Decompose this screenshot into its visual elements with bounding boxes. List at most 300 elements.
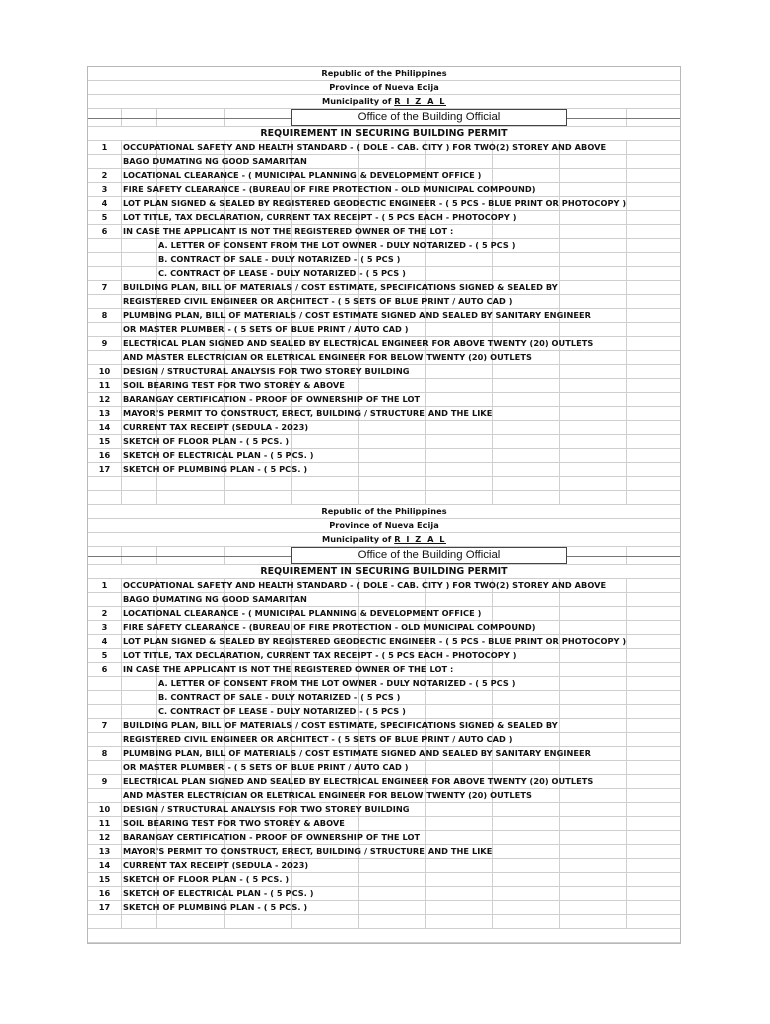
grid-line [626,677,627,690]
requirement-text: OR MASTER PLUMBER - ( 5 SETS OF BLUE PRINT / AUTO CAD ) [123,324,409,334]
requirement-text: DESIGN / STRUCTURAL ANALYSIS FOR TWO STOREY BUILDING [123,366,410,376]
requirement-text: PLUMBING PLAN, BILL OF MATERIALS / COST ESTIMATE SIGNED AND SEALED BY SANITARY ENGINEER [123,748,591,758]
grid-line [425,393,426,406]
requirement-number: 17 [98,902,111,912]
grid-line [425,491,426,504]
requirement-number: 11 [98,380,111,390]
grid-line [425,761,426,774]
requirement-number: 9 [101,338,108,348]
requirement-row [88,435,680,449]
requirement-number [88,267,121,280]
form-title-row [88,127,680,141]
grid-line [626,337,627,350]
requirement-text: SKETCH OF PLUMBING PLAN - ( 5 PCS. ) [123,902,308,912]
grid-line [559,733,560,746]
requirement-row [88,593,680,607]
grid-line [425,817,426,830]
requirement-row [88,803,680,817]
grid-line [626,267,627,280]
grid-line [425,253,426,266]
requirement-row [88,323,680,337]
requirement-text: B. CONTRACT OF SALE - DULY NOTARIZED - ( 5 PCS ) [158,254,401,264]
grid-line [156,253,157,266]
grid-line [626,281,627,294]
requirement-number [88,705,121,718]
grid-line [559,351,560,364]
grid-line [358,593,359,606]
grid-line [492,267,493,280]
grid-line [121,435,122,448]
grid-line [492,463,493,476]
grid-line [559,169,560,182]
grid-line [121,407,122,420]
grid-line [121,593,122,606]
requirement-text: AND MASTER ELECTRICIAN OR ELETRICAL ENGINEER FOR BELOW TWENTY (20) OUTLETS [123,790,532,800]
requirement-text: BARANGAY CERTIFICATION - PROOF OF OWNERSHIP OF THE LOT [123,394,421,404]
grid-line [425,435,426,448]
requirement-number: 6 [101,226,108,236]
grid-line [626,607,627,620]
requirement-text: REGISTERED CIVIL ENGINEER OR ARCHITECT - ( 5 SETS OF BLUE PRINT / AUTO CAD ) [123,296,513,306]
grid-line [626,211,627,224]
requirement-text: AND MASTER ELECTRICIAN OR ELETRICAL ENGINEER FOR BELOW TWENTY (20) OUTLETS [123,352,532,362]
grid-line [559,491,560,504]
grid-line [626,789,627,802]
permit-form-copy-2 [88,505,680,943]
requirement-row [88,337,680,351]
grid-line [121,253,122,266]
requirement-row [88,677,680,691]
grid-line [626,845,627,858]
grid-line [156,705,157,718]
requirement-row [88,817,680,831]
grid-line [559,887,560,900]
grid-line [626,691,627,704]
grid-line [626,747,627,760]
requirement-number: 13 [98,408,111,418]
grid-line [559,267,560,280]
grid-line [425,379,426,392]
grid-line [121,281,122,294]
grid-line [559,323,560,336]
requirement-number [88,593,121,606]
requirement-number: 3 [101,622,108,632]
requirement-row [88,197,680,211]
requirement-row [88,267,680,281]
grid-line [559,649,560,662]
grid-line [626,421,627,434]
grid-line [626,379,627,392]
requirement-row [88,253,680,267]
grid-line [425,477,426,490]
requirement-number [88,761,121,774]
requirement-row [88,901,680,915]
grid-line [121,607,122,620]
requirement-row [88,393,680,407]
grid-line [358,915,359,928]
requirement-number: 13 [98,846,111,856]
republic-row [88,505,680,519]
grid-line [291,915,292,928]
form-title: REQUIREMENT IN SECURING BUILDING PERMIT [260,566,508,577]
requirement-number: 8 [101,310,108,320]
grid-line [626,323,627,336]
grid-line [358,817,359,830]
blank-row [88,491,680,505]
grid-line [121,365,122,378]
grid-line [121,677,122,690]
grid-line [121,817,122,830]
requirement-number: 5 [101,212,108,222]
grid-line [492,803,493,816]
requirement-row [88,281,680,295]
grid-line [358,155,359,168]
requirement-text: LOT TITLE, TAX DECLARATION, CURRENT TAX RECEIPT - ( 5 PCS EACH - PHOTOCOPY ) [123,212,517,222]
grid-line [121,141,122,154]
grid-line [559,407,560,420]
grid-line [224,915,225,928]
grid-line [626,239,627,252]
requirement-text: FIRE SAFETY CLEARANCE - (BUREAU OF FIRE PROTECTION - OLD MUNICIPAL COMPOUND) [123,622,536,632]
requirement-number [88,253,121,266]
grid-line [492,859,493,872]
grid-line [626,761,627,774]
grid-line [121,691,122,704]
requirement-row [88,705,680,719]
requirement-text: BUILDING PLAN, BILL OF MATERIALS / COST ESTIMATE, SPECIFICATIONS SIGNED & SEALED BY [123,720,558,730]
requirement-row [88,719,680,733]
grid-line [559,789,560,802]
grid-line [492,253,493,266]
grid-line [121,155,122,168]
grid-line [121,915,122,928]
grid-line [492,901,493,914]
grid-line [224,491,225,504]
requirement-row [88,775,680,789]
grid-line [559,607,560,620]
requirement-row [88,733,680,747]
grid-line [626,183,627,196]
blank-row [88,929,680,943]
grid-line [626,435,627,448]
grid-line [492,435,493,448]
grid-line [559,449,560,462]
grid-line [121,337,122,350]
grid-line [626,579,627,592]
requirement-text: A. LETTER OF CONSENT FROM THE LOT OWNER - DULY NOTARIZED - ( 5 PCS ) [158,240,516,250]
requirement-text: REGISTERED CIVIL ENGINEER OR ARCHITECT - ( 5 SETS OF BLUE PRINT / AUTO CAD ) [123,734,513,744]
grid-line [626,449,627,462]
requirement-row [88,463,680,477]
grid-line [121,379,122,392]
requirement-row [88,155,680,169]
grid-line [121,887,122,900]
grid-line [559,817,560,830]
grid-line [626,621,627,634]
requirement-row [88,169,680,183]
municipality-prefix: Municipality of [322,96,392,106]
requirement-row [88,379,680,393]
grid-line [492,691,493,704]
requirement-text: CURRENT TAX RECEIPT (SEDULA - 2023) [123,422,309,432]
grid-line [121,649,122,662]
grid-line [626,649,627,662]
grid-line [626,393,627,406]
requirement-row [88,295,680,309]
requirements-sheet [87,66,681,944]
requirement-row [88,887,680,901]
requirement-number [88,351,121,364]
requirement-number [88,677,121,690]
requirement-number: 10 [98,366,111,376]
requirement-text: FIRE SAFETY CLEARANCE - (BUREAU OF FIRE PROTECTION - OLD MUNICIPAL COMPOUND) [123,184,536,194]
grid-line [626,775,627,788]
requirement-number: 4 [101,198,108,208]
requirement-row [88,607,680,621]
requirement-number: 2 [101,170,108,180]
grid-line [559,211,560,224]
grid-line [626,719,627,732]
grid-line [626,733,627,746]
grid-line [492,365,493,378]
requirement-number: 15 [98,436,111,446]
grid-line [358,873,359,886]
grid-line [425,267,426,280]
grid-line [425,705,426,718]
grid-line [425,901,426,914]
grid-line [121,421,122,434]
grid-line [626,365,627,378]
grid-line [121,323,122,336]
grid-line [121,621,122,634]
municipality-row [88,95,680,109]
requirement-row [88,873,680,887]
grid-line [626,491,627,504]
requirement-number [88,323,121,336]
grid-line [559,155,560,168]
grid-line [626,407,627,420]
requirement-number: 9 [101,776,108,786]
grid-line [492,915,493,928]
blank-row [88,477,680,491]
grid-line [121,579,122,592]
requirement-number: 1 [101,580,108,590]
grid-line [559,901,560,914]
requirement-row [88,691,680,705]
grid-line [559,239,560,252]
grid-line [291,491,292,504]
grid-line [121,719,122,732]
grid-line [291,873,292,886]
requirement-number: 4 [101,636,108,646]
requirement-text: LOT TITLE, TAX DECLARATION, CURRENT TAX RECEIPT - ( 5 PCS EACH - PHOTOCOPY ) [123,650,517,660]
requirement-number [88,789,121,802]
grid-line [626,169,627,182]
grid-line [358,421,359,434]
requirement-text: A. LETTER OF CONSENT FROM THE LOT OWNER - DULY NOTARIZED - ( 5 PCS ) [158,678,516,688]
grid-line [626,873,627,886]
grid-line [291,435,292,448]
republic-label: Republic of the Philippines [321,68,447,78]
grid-line [121,803,122,816]
grid-line [626,253,627,266]
grid-line [156,267,157,280]
grid-line [492,379,493,392]
requirement-text: MAYOR'S PERMIT TO CONSTRUCT, ERECT, BUILDING / STRUCTURE AND THE LIKE [123,408,493,418]
requirement-text: ELECTRICAL PLAN SIGNED AND SEALED BY ELECTRICAL ENGINEER FOR ABOVE TWENTY (20) OUTLETS [123,338,594,348]
grid-line [121,225,122,238]
requirement-number: 12 [98,394,111,404]
requirement-row [88,663,680,677]
grid-line [492,393,493,406]
grid-line [121,831,122,844]
grid-line [492,817,493,830]
grid-line [156,915,157,928]
grid-line [156,491,157,504]
grid-line [425,155,426,168]
requirement-text: IN CASE THE APPLICANT IS NOT THE REGISTERED OWNER OF THE LOT : [123,664,454,674]
requirement-number: 10 [98,804,111,814]
grid-line [626,351,627,364]
grid-line [559,379,560,392]
requirement-number: 12 [98,832,111,842]
grid-line [559,477,560,490]
grid-line [358,435,359,448]
requirement-text: MAYOR'S PERMIT TO CONSTRUCT, ERECT, BUILDING / STRUCTURE AND THE LIKE [123,846,493,856]
grid-line [121,705,122,718]
grid-line [121,267,122,280]
requirement-number: 3 [101,184,108,194]
requirement-text: OCCUPATIONAL SAFETY AND HEALTH STANDARD - ( DOLE - CAB. CITY ) FOR TWO(2) STOREY AND ABOVE [123,580,607,590]
requirement-number: 7 [101,720,108,730]
requirement-text: OCCUPATIONAL SAFETY AND HEALTH STANDARD - ( DOLE - CAB. CITY ) FOR TWO(2) STOREY AND ABOVE [123,142,607,152]
grid-line [358,449,359,462]
requirement-text: IN CASE THE APPLICANT IS NOT THE REGISTERED OWNER OF THE LOT : [123,226,454,236]
requirement-row [88,239,680,253]
province-row [88,519,680,533]
grid-line [121,239,122,252]
grid-line [492,705,493,718]
grid-line [425,803,426,816]
municipality-name: R I Z A L [394,534,446,544]
grid-line [559,295,560,308]
grid-line [425,365,426,378]
republic-row [88,67,680,81]
grid-line [626,859,627,872]
requirement-text: B. CONTRACT OF SALE - DULY NOTARIZED - ( 5 PCS ) [158,692,401,702]
grid-line [425,873,426,886]
requirement-number: 1 [101,142,108,152]
grid-line [492,593,493,606]
grid-line [626,477,627,490]
grid-line [121,761,122,774]
grid-line [626,915,627,928]
grid-line [358,901,359,914]
requirement-number [88,733,121,746]
grid-line [626,705,627,718]
grid-line [425,691,426,704]
grid-line [121,635,122,648]
blank-row [88,915,680,929]
requirement-number: 17 [98,464,111,474]
municipality-row [88,533,680,547]
requirement-row [88,309,680,323]
grid-line [425,323,426,336]
province-label: Province of Nueva Ecija [329,82,439,92]
requirement-text: ELECTRICAL PLAN SIGNED AND SEALED BY ELECTRICAL ENGINEER FOR ABOVE TWENTY (20) OUTLETS [123,776,594,786]
grid-line [425,593,426,606]
requirement-row [88,635,680,649]
grid-line [626,141,627,154]
grid-line [559,677,560,690]
grid-line [156,677,157,690]
grid-line [626,593,627,606]
grid-line [121,309,122,322]
grid-line [559,593,560,606]
requirement-number: 11 [98,818,111,828]
grid-line [121,197,122,210]
grid-line [626,225,627,238]
grid-line [559,915,560,928]
province-row [88,81,680,95]
grid-line [121,775,122,788]
grid-line [492,873,493,886]
requirement-row [88,789,680,803]
requirement-number: 8 [101,748,108,758]
requirement-text: SKETCH OF FLOOR PLAN - ( 5 PCS. ) [123,874,290,884]
grid-line [559,621,560,634]
grid-line [121,449,122,462]
grid-line [425,449,426,462]
grid-line [492,449,493,462]
grid-line [121,295,122,308]
grid-line [626,901,627,914]
grid-line [425,831,426,844]
requirement-text: LOCATIONAL CLEARANCE - ( MUNICIPAL PLANNING & DEVELOPMENT OFFICE ) [123,608,482,618]
grid-line [121,901,122,914]
grid-line [559,845,560,858]
requirement-number: 6 [101,664,108,674]
requirement-text: SKETCH OF PLUMBING PLAN - ( 5 PCS. ) [123,464,308,474]
form-title: REQUIREMENT IN SECURING BUILDING PERMIT [260,128,508,139]
grid-line [626,155,627,168]
grid-line [121,463,122,476]
requirement-row [88,211,680,225]
requirement-number: 7 [101,282,108,292]
grid-line [121,733,122,746]
grid-line [425,421,426,434]
grid-line [358,477,359,490]
office-title-box: Office of the Building Official [291,547,567,564]
requirement-row [88,831,680,845]
grid-line [559,183,560,196]
requirement-number: 14 [98,422,111,432]
grid-line [559,253,560,266]
grid-line [626,463,627,476]
requirement-text: C. CONTRACT OF LEASE - DULY NOTARIZED - ( 5 PCS ) [158,706,406,716]
requirement-text: LOT PLAN SIGNED & SEALED BY REGISTERED GEODECTIC ENGINEER - ( 5 PCS - BLUE PRINT OR PHOTOCOPY ) [123,198,627,208]
requirement-row [88,649,680,663]
grid-line [425,859,426,872]
grid-line [121,747,122,760]
requirement-row [88,183,680,197]
grid-line [358,887,359,900]
grid-line [626,887,627,900]
grid-line [156,239,157,252]
grid-line [559,435,560,448]
grid-line [156,477,157,490]
requirement-text: LOCATIONAL CLEARANCE - ( MUNICIPAL PLANNING & DEVELOPMENT OFFICE ) [123,170,482,180]
